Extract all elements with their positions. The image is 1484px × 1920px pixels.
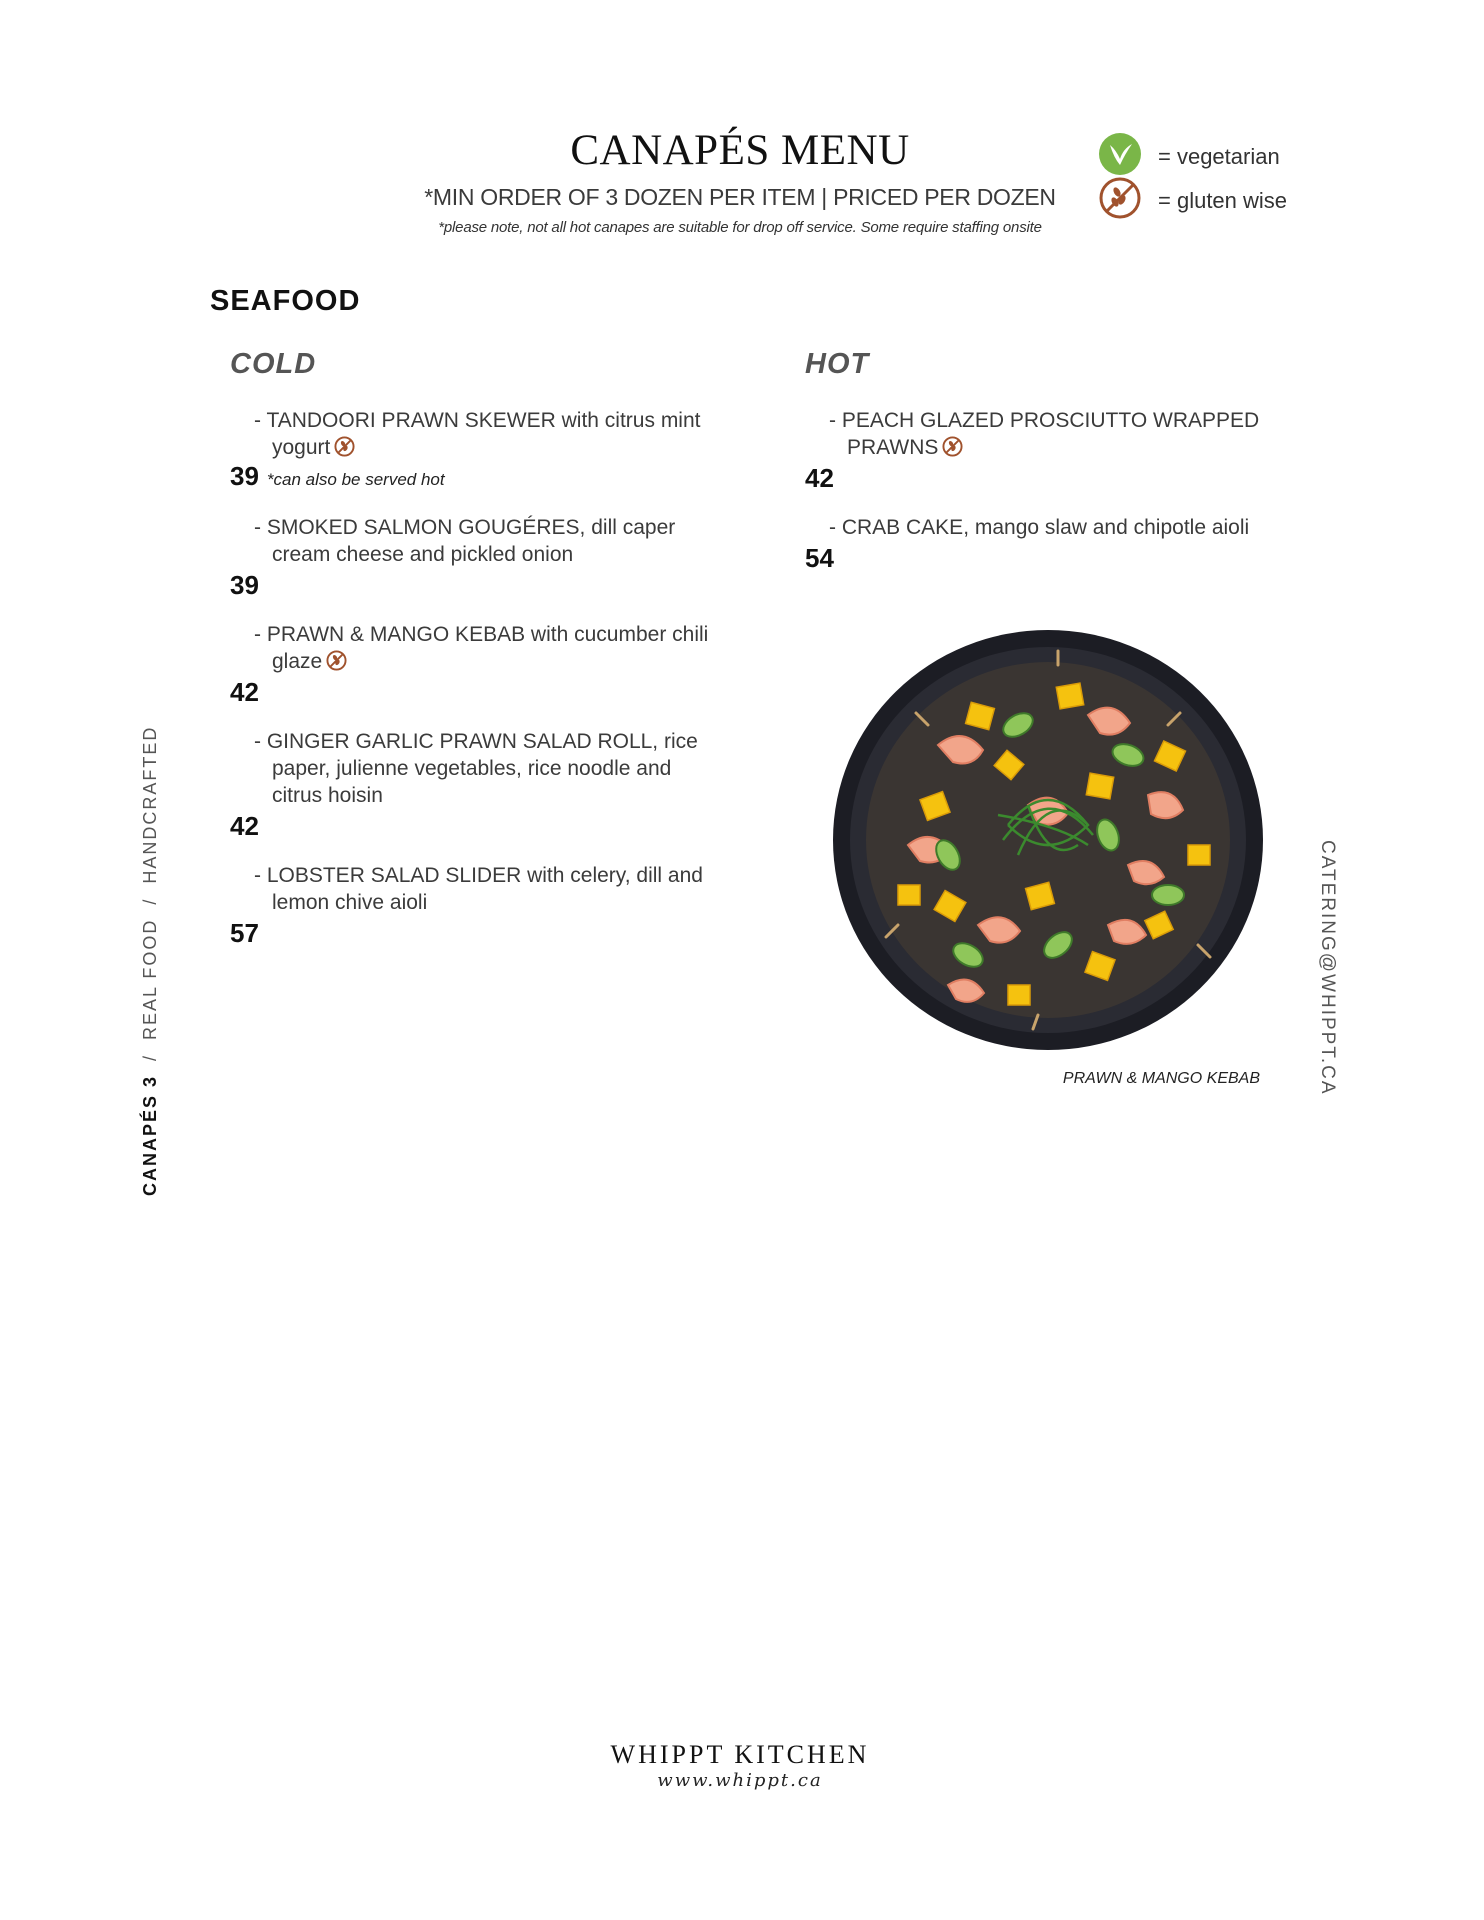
min-order-note: *MIN ORDER OF 3 DOZEN PER ITEM | PRICED PER DOZEN — [424, 184, 1056, 210]
hot-heading: HOT — [805, 348, 870, 380]
page-title: CANAPÉS MENU — [570, 127, 910, 174]
legend-vegetarian — [1098, 132, 1280, 181]
menu-item-desc: - PRAWN & MANGO KEBAB with cucumber chili glaze — [254, 623, 709, 673]
brand-name: WHIPPT KITCHEN — [610, 1740, 870, 1769]
legend-gluten-wise-label: = gluten wise — [1158, 187, 1288, 213]
section-title: SEAFOOD — [210, 285, 361, 317]
menu-item — [805, 407, 1295, 493]
legend-gluten-wise — [1098, 176, 1287, 225]
menu-item — [230, 728, 730, 841]
gluten-wise-icon — [1098, 176, 1142, 225]
gluten-wise-icon — [942, 436, 963, 457]
photo-caption: PRAWN & MANGO KEBAB — [1062, 1070, 1260, 1087]
cold-heading: COLD — [230, 348, 317, 380]
menu-item — [805, 514, 1295, 573]
menu-item — [230, 514, 730, 600]
menu-item-price: 42 — [805, 463, 834, 493]
menu-item-desc: - LOBSTER SALAD SLIDER with celery, dill and lemon chive aioli — [254, 864, 703, 914]
gluten-wise-icon — [334, 436, 355, 457]
food-photo — [828, 625, 1268, 1055]
menu-item — [230, 407, 730, 491]
menu-item — [230, 621, 730, 707]
gluten-wise-icon — [326, 650, 347, 671]
menu-item-desc: - SMOKED SALMON GOUGÉRES, dill caper cream cheese and pickled onion — [254, 516, 676, 566]
menu-item-price: 54 — [805, 543, 834, 573]
menu-item-price: 42 — [230, 811, 259, 841]
menu-item — [230, 862, 730, 948]
menu-item-price: 57 — [230, 918, 259, 948]
side-label-left: CANAPÉS 3 / REAL FOOD / HANDCRAFTED — [140, 725, 160, 1196]
legend-vegetarian-label: = vegetarian — [1158, 143, 1280, 169]
vegetarian-leaf-icon — [1098, 132, 1142, 181]
menu-item-desc: - CRAB CAKE, mango slaw and chipotle aioli — [829, 516, 1250, 539]
menu-item-desc: - PEACH GLAZED PROSCIUTTO WRAPPED PRAWNS — [829, 409, 1260, 459]
website-signature: www.whippt.ca — [657, 1770, 823, 1791]
menu-item-price: 39 — [230, 461, 259, 491]
menu-item-desc: - GINGER GARLIC PRAWN SALAD ROLL, rice paper, julienne vegetables, rice noodle and citrus hoisin — [254, 730, 698, 807]
menu-item-note: *can also be served hot — [266, 470, 445, 489]
menu-item-price: 39 — [230, 570, 259, 600]
catering-email: CATERING@WHIPPT.CA — [1317, 840, 1338, 1096]
service-note: *please note, not all hot canapes are suitable for drop off service. Some require staffing onsite — [438, 219, 1042, 236]
menu-item-price: 42 — [230, 677, 259, 707]
menu-item-desc: - TANDOORI PRAWN SKEWER with citrus mint yogurt — [254, 409, 701, 459]
